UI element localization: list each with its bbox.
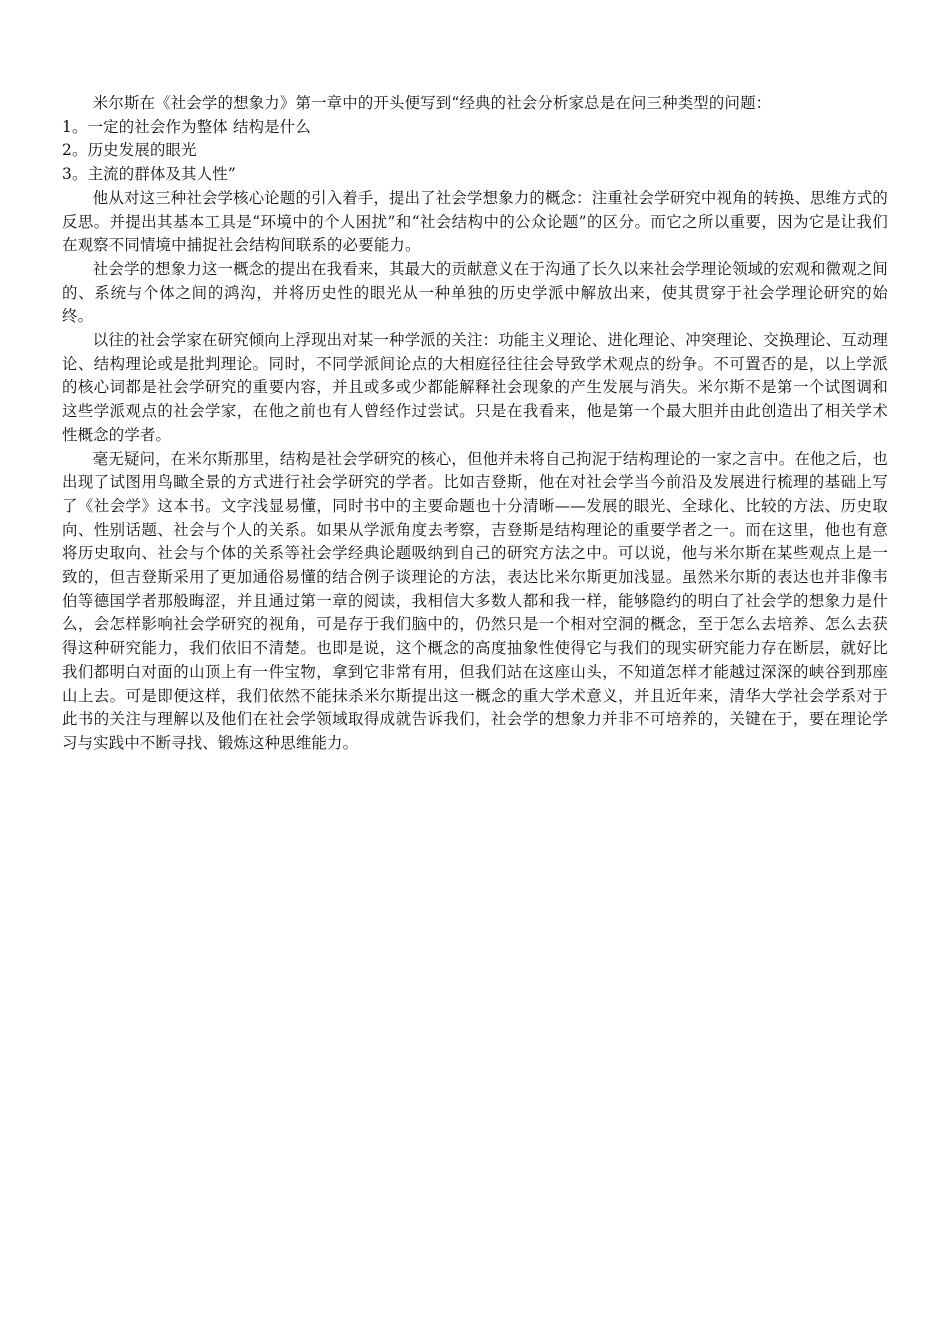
paragraph-concept: 他从对这三种社会学核心论题的引入着手，提出了社会学想象力的概念：注重社会学研究中视角的转换、思维方式的反思。并提出其基本工具是“环境中的个人困扰”和“社会结构中的公众论题”的区分。而它之所以重要，因为它是让我们在观察不同情境中捕捉社会结构间联系的必要能力。 [62, 188, 888, 255]
question-item-3: 3。主流的群体及其人性” [62, 165, 236, 184]
paragraph-giddens: 毫无疑问，在米尔斯那里，结构是社会学研究的核心，但他并未将自己拘泥于结构理论的一家之言中。在他之后，也出现了试图用鸟瞰全景的方式进行社会学研究的学者。比如吉登斯，他在对社会学当今前沿及发展进行梳理的基础上写了《社会学》这本书。文字浅显易懂，同时书中的主要命题也十分清晰——发展的眼光、全球化、比较的方法、历史取向、性别话题、社会与个人的关系。如果从学派角度去考察，吉登斯是结构理论的重要学者之一。而在这里，他也有意将历史取向、社会与个体的关系等社会学经典论题吸纳到自己的研究方法之中。可以说，他与米尔斯在某些观点上是一致的，但吉登斯采用了更加通俗易懂的结合例子谈理论的方法，表达比米尔斯更加浅显。虽然米尔斯的表达也并非像韦伯等德国学者那般晦涩，并且通过第一章的阅读，我相信大多数人都和我一样，能够隐约的明白了社会学的想象力是什么，会怎样影响社会学研究的视角，可是存于我们脑中的，仍然只是一个相对空洞的概念，至于怎么去培养、怎么去获得这种研究能力，我们依旧不清楚。也即是说，这个概念的高度抽象性使得它与我们的现实研究能力存在断层，就好比我们都明白对面的山顶上有一件宝物，拿到它非常有用，但我们站在这座山头，不知道怎样才能越过深深的峡谷到那座山上去。可是即便这样，我们依然不能抹杀米尔斯提出这一概念的重大学术意义，并且近年来，清华大学社会学系对于此书的关注与理解以及他们在社会学领域取得成就告诉我们，社会学的想象力并非不可培养的，关键在于，要在理论学习与实践中不断寻找、锻炼这种思维能力。 [62, 449, 888, 752]
document-body [62, 92, 888, 756]
question-item-1: 1。一定的社会作为整体 结构是什么 [62, 117, 311, 136]
paragraph-schools: 以往的社会学家在研究倾向上浮现出对某一种学派的关注：功能主义理论、进化理论、冲突理论、交换理论、互动理论、结构理论或是批判理论。同时，不同学派间论点的大相庭径往往会导致学术观点的纷争。不可置否的是，以上学派的核心词都是社会学研究的重要内容，并且或多或少都能解释社会现象的产生发展与消失。米尔斯不是第一个试图调和这些学派观点的社会学家，在他之前也有人曾经作过尝试。只是在我看来，他是第一个最大胆并由此创造出了相关学术性概念的学者。 [62, 331, 888, 444]
intro-paragraph: 米尔斯在《社会学的想象力》第一章中的开头便写到“经典的社会分析家总是在问三种类型的问题： [92, 94, 772, 112]
question-item-2: 2。历史发展的眼光 [62, 141, 197, 160]
paragraph-contribution: 社会学的想象力这一概念的提出在我看来，其最大的贡献意义在于沟通了长久以来社会学理论领域的宏观和微观之间的、系统与个体之间的鸿沟，并将历史性的眼光从一种单独的历史学派中解放出来，使其贯穿于社会学理论研究的始终。 [62, 259, 888, 326]
